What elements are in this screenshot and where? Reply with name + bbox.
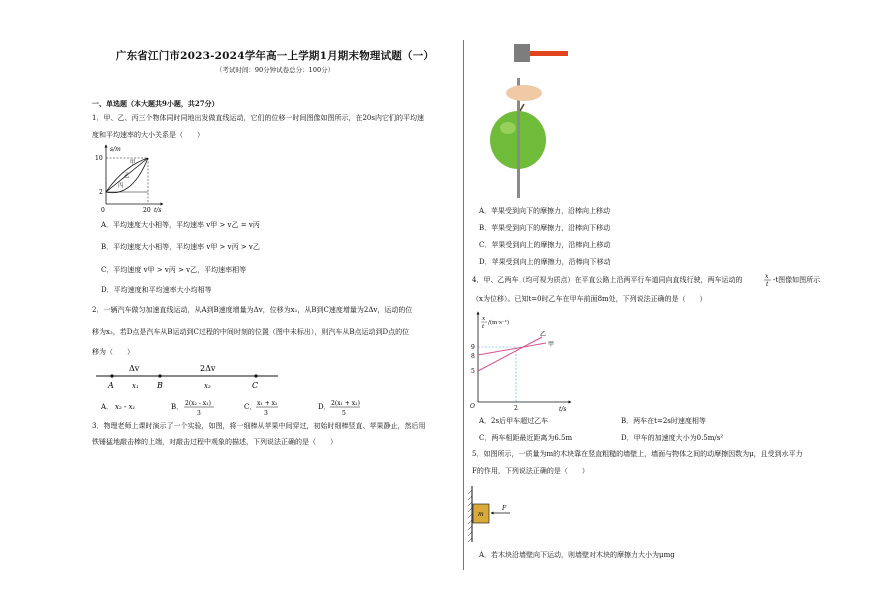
q2-label-a: A — [108, 381, 114, 390]
svg-text:F: F — [502, 505, 507, 512]
q4-stem-fraction — [763, 272, 773, 288]
q4-option-c[interactable]: C．两车相距最近距离为6.5m — [479, 434, 573, 442]
q4-tick-2: 2 — [514, 405, 518, 412]
q4-xt-graph — [466, 310, 576, 414]
q2-option-b[interactable] — [171, 400, 214, 417]
q1-label-yi: 乙 — [124, 173, 130, 179]
q2-motion-diagram — [92, 360, 292, 394]
q2-options — [96, 396, 396, 420]
section-heading: 一、单选题（本大题共9小题，共27分） — [92, 99, 219, 108]
q1-option-d[interactable]: D．平均速度和平均速率大小均相等 — [101, 286, 212, 294]
svg-text:3: 3 — [264, 410, 268, 417]
svg-text:D．: D． — [318, 403, 331, 411]
q1-tick-10: 10 — [95, 155, 103, 162]
point-a — [110, 374, 113, 377]
page-title: 广东省江门市2023-2024学年高一上学期1月期末物理试题（一） — [115, 50, 435, 62]
q4-option-b[interactable]: B．两车在t=2s时速度相等 — [621, 417, 706, 425]
q4-origin: O — [470, 403, 475, 410]
svg-text:x: x — [482, 316, 486, 322]
point-b — [158, 374, 161, 377]
svg-text:2(x₁ + x₂): 2(x₁ + x₂) — [331, 400, 360, 407]
q4-stem-line2: （x为位移）。已知t=0时乙车在甲车前面8m处，下列说法正确的是（ ） — [472, 295, 707, 303]
q4-tick-8: 8 — [471, 353, 475, 360]
q1-label-bing: 丙 — [118, 183, 124, 189]
q2-stem-line3: 移为（ ） — [92, 348, 134, 356]
svg-text:x: x — [765, 273, 769, 280]
q1-origin: 0 — [101, 207, 105, 214]
q3-option-c[interactable]: C．苹果受到向上的摩擦力，沿棒向上移动 — [479, 241, 611, 249]
q1-tick-2: 2 — [99, 189, 103, 196]
q3-apple-hammer-image — [486, 40, 576, 200]
hand-icon — [506, 85, 542, 101]
q1-option-a[interactable]: A．平均速度大小相等，平均速率 v甲 > v乙 = v丙 — [101, 221, 260, 229]
svg-text:t: t — [766, 281, 769, 288]
q1-y-axis-label: s/m — [110, 146, 121, 153]
q2-stem-line2: 移为x₂，若D点是汽车从B运动到C过程的中间时刻的位置（图中未标出），则汽车从B点运动到D点的位 — [92, 328, 410, 336]
q1-stem-line1: 1．甲、乙、丙三个物体同时同地出发做直线运动，它们的位移一时间图像如图所示，在20s内它们的平均速 — [92, 114, 424, 122]
q5-wall-block-diagram — [462, 482, 532, 546]
q2-label-c: C — [252, 381, 259, 390]
q4-x-axis-label: t/s — [559, 406, 567, 413]
q4-option-a[interactable]: A．2s后甲车超过乙车 — [479, 417, 549, 425]
q3-option-b[interactable]: B．苹果受到向下的摩擦力，沿棒向下移动 — [479, 224, 611, 232]
q2-option-a[interactable] — [100, 403, 136, 411]
q1-stem-line2: 度和平均速率的大小关系是（ ） — [92, 131, 204, 139]
svg-text:x₁ + x₂: x₁ + x₂ — [257, 400, 278, 407]
q5-stem-line1: 5．如图所示，一质量为m的木块靠在竖直粗糙的墙壁上，墙面与物体之间的动摩擦因数为μ，且受到水平力 — [472, 450, 803, 458]
q1-option-b[interactable]: B．平均速度大小相等，平均速率 v甲 > v丙 > v乙 — [101, 243, 260, 251]
q3-stem-line1: 3．物理老师上课时演示了一个实验，如图，将一细棒从苹果中间穿过，初始时细棒竖直、苹果静止，然后用 — [92, 422, 426, 430]
svg-text:5: 5 — [342, 410, 346, 417]
q1-label-jia: 甲 — [130, 160, 136, 166]
svg-text:A．: A． — [101, 403, 114, 411]
q5-stem-line2: F的作用，下列说法正确的是（ ） — [472, 467, 589, 475]
q4-tick-9: 9 — [471, 344, 475, 351]
q3-option-d[interactable]: D．苹果受到向上的摩擦力，沿棒向下移动 — [479, 258, 611, 266]
svg-text:3: 3 — [197, 410, 201, 417]
q2-label-b: B — [157, 381, 163, 390]
point-c — [254, 374, 257, 377]
q1-option-c[interactable]: C．平均速度 v甲 > v丙 > v乙，平均速率相等 — [101, 266, 247, 274]
q3-stem-line2: 铁锤猛地敲击棒的上端，对敲击过程中观象的描述，下列说法正确的是（ ） — [92, 438, 337, 446]
line-yi — [478, 337, 542, 371]
q2-label-x1: x₁ — [132, 382, 139, 390]
svg-text:t: t — [482, 324, 485, 330]
q4-option-d[interactable]: D．甲车的加速度大小为0.5m/s² — [621, 434, 724, 442]
q1-position-time-graph — [88, 142, 168, 214]
q4-label-jia: 甲 — [548, 341, 555, 348]
svg-text:x₂ - x₁: x₂ - x₁ — [115, 403, 136, 411]
hammer-handle-icon — [530, 51, 568, 56]
hammer-head-icon — [514, 44, 530, 62]
svg-text:B．: B． — [171, 403, 184, 411]
q5-option-a[interactable]: A．若木块沿墙壁向下运动，则墙壁对木块的摩擦力大小为μmg — [479, 551, 675, 559]
svg-text:C．: C． — [244, 403, 257, 411]
q4-y-unit: /(m·s⁻¹) — [488, 320, 510, 326]
q2-dv2: 2Δv — [200, 364, 216, 373]
svg-text:m: m — [478, 511, 484, 518]
q4-stem-line1a: 4．甲、乙两车（均可视为质点）在平直公路上沿两平行车道同向直线行驶，两车运动的 — [472, 276, 743, 284]
svg-text:2(x₂ - x₁): 2(x₂ - x₁) — [185, 400, 211, 407]
q2-stem-line1: 2．一辆汽车做匀加速直线运动，从A到B速度增量为Δv，位移为x₁，从B到C速度增量为2Δv，运动的位 — [92, 306, 413, 314]
q2-dv1: Δv — [129, 364, 140, 373]
page-subtitle: （考试时间：90分钟试卷总分：100分） — [215, 66, 335, 74]
q2-option-c[interactable] — [244, 400, 278, 417]
q4-tick-5: 5 — [471, 368, 475, 375]
q4-stem-line1b: -t图像如图所示 — [773, 276, 821, 284]
q4-label-yi: 乙 — [540, 331, 547, 338]
q1-tick-20: 20 — [143, 207, 151, 214]
q3-option-a[interactable]: A．苹果受到向下的摩擦力，沿棒向上移动 — [479, 207, 611, 215]
q1-x-axis-label: t/s — [154, 207, 162, 214]
q2-label-x2: x₂ — [204, 382, 211, 390]
q2-option-d[interactable] — [318, 400, 360, 417]
